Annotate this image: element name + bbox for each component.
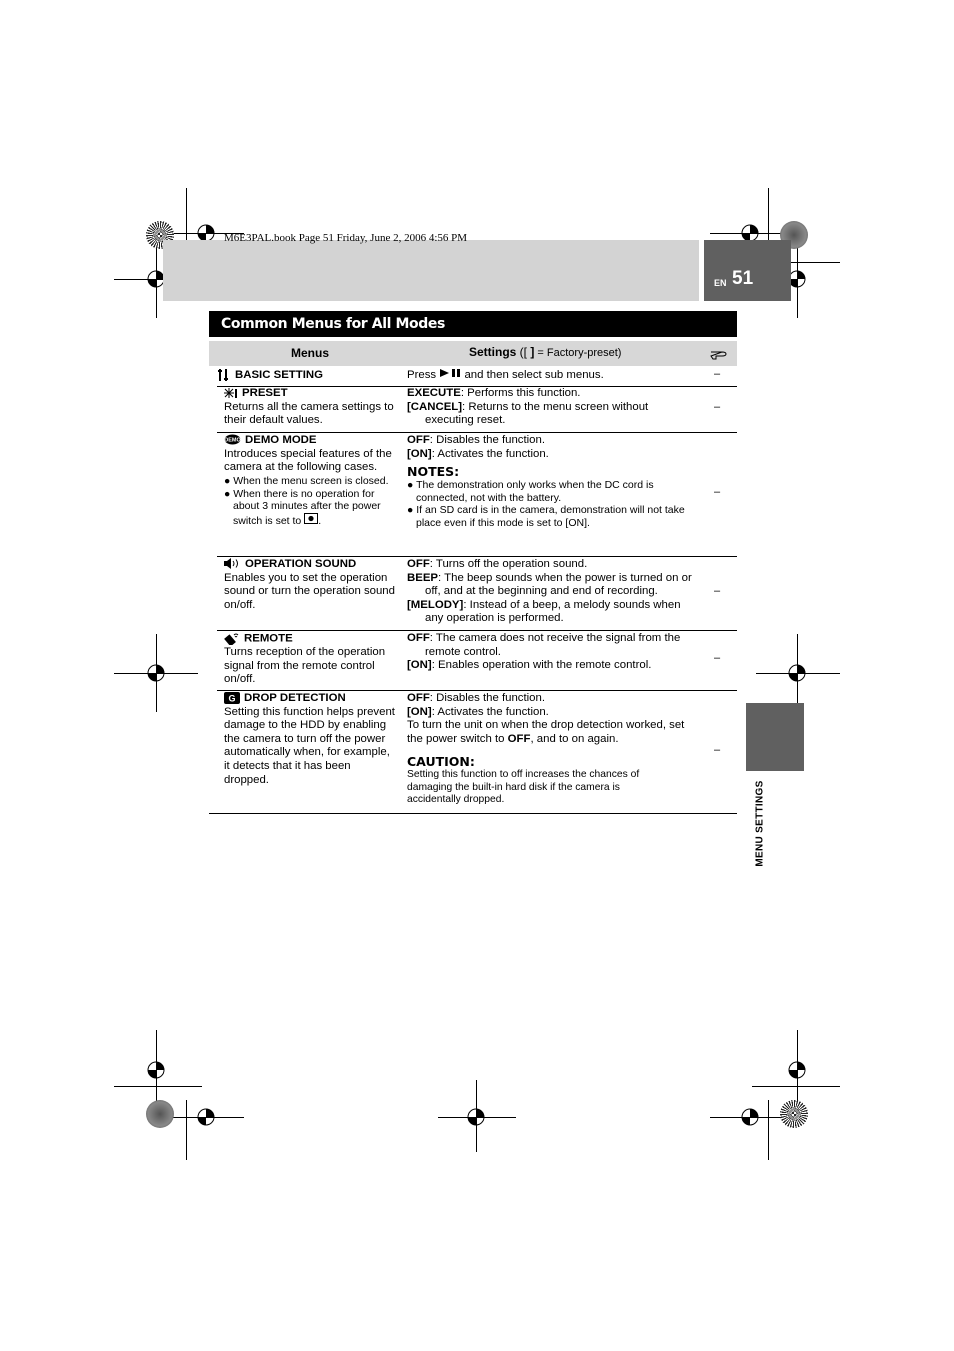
drop-detection-settings: OFF: Disables the function. [ON]: Activates the function. To turn the unit on when the drop detection worked, set the power switch to OFF, and to on again. CAUTION: Setting this function to off increases the chances of damaging the built-in hard disk if the camera is accidentally dropped. [407,692,697,807]
col-menus: Menus [291,346,330,360]
demo-bullet: ● When the menu screen is closed. [224,474,389,487]
basic-setting-menu: BASIC SETTING [217,368,323,383]
remote-menu: REMOTE Turns reception of the operation signal from the remote control on/off. [224,632,396,687]
svg-text:DEMO: DEMO [224,438,241,445]
remote-ref: – [714,652,721,664]
preset-sparkle-icon [224,387,238,399]
play-pause-icon [439,368,461,378]
table-header [209,341,737,366]
col-settings: Settings ([ ] = Factory-preset) [469,345,622,359]
drop-detection-icon [224,692,240,704]
notes-heading: NOTES: [407,464,460,480]
demo-mode-menu: DEMO DEMO MODE Introduces special features of the camera at the following cases. ● When the menu screen is closed. ● When there is no operation for about 3 minutes after the power switch is set to . [224,434,396,528]
demo-bullet: ● When there is no operation for about 3 minutes after the power switch is set to . [224,487,381,528]
remote-description: Turns reception of the operation signal from the remote control on/off. [224,646,386,686]
svg-text:G: G [228,693,236,704]
pointing-hand-icon [710,347,728,360]
demo-mode-settings: OFF: Disables the function. [ON]: Activates the function. NOTES: ● The demonstration only works when the DC cord is connected, not with the battery. ● If an SD card is in the camera, demonstration will not take place even if this mode is set to [ON]. [407,434,697,530]
basic-setting-settings: Press and then select sub menus. [407,369,604,381]
side-label: MENU SETTINGS [754,780,766,867]
speaker-icon [224,558,241,569]
remote-settings: OFF: The camera does not receive the signal from the remote control. [ON]: Enables operation with the remote control. [407,632,681,672]
operation-sound-description: Enables you to set the operation sound or turn the operation sound on/off. [224,571,395,611]
note-item: ● The demonstration only works when the DC cord is connected, not with the battery. [407,478,654,504]
drop-detection-menu: G DROP DETECTION Setting this function helps prevent damage to the HDD by enabling the camera to turn off the power automatically when, for example, it detects that it has been dropped. [224,692,395,786]
demo-mode-description: Introduces special features of the camera at the following cases. [224,447,392,474]
preset-menu: PRESET Returns all the camera settings to their default values. [224,387,396,428]
drop-detection-description: Setting this function helps prevent damage to the HDD by enabling the camera to turn off the power automatically when, for example, it detects that it has been dropped. [224,705,395,786]
preset-description: Returns all the camera settings to their default values. [224,400,394,427]
tools-icon [217,368,231,382]
caution-heading: CAUTION: [407,754,475,770]
operation-sound-menu: OPERATION SOUND Enables you to set the operation sound or turn the operation sound on/off. [224,558,395,611]
drop-detection-ref: – [714,744,721,756]
caution-text: Setting this function to off increases the chances of damaging the built-in hard disk if the camera is accidentally dropped. [407,768,640,806]
demo-mode-ref: – [714,486,721,498]
page-number: 51 [732,268,754,289]
operation-sound-settings: OFF: Turns off the operation sound. BEEP: The beep sounds when the power is turned on or off, and at the beginning and end of recording. [MELODY]: Instead of a beep, a melody sounds when any operation is performed. [407,558,692,625]
file-info: M6E3PAL.book Page 51 Friday, June 2, 2006 4:56 PM [224,232,468,244]
remote-control-icon [224,632,240,645]
section-title: Common Menus for All Modes [209,311,737,337]
note-item: ● If an SD card is in the camera, demonstration will not take place even if this mode is set to [ON]. [407,504,685,530]
basic-setting-ref: – [714,368,721,380]
record-mode-icon [304,513,318,524]
operation-sound-ref: – [714,585,721,597]
preset-settings: EXECUTE: Performs this function. [CANCEL]: Returns to the menu screen without executing reset. [407,387,649,427]
header-band [163,240,699,301]
preset-ref: – [714,401,721,413]
demo-badge-icon [224,434,241,445]
page-number-box [704,240,791,301]
language-code: EN [714,278,727,288]
